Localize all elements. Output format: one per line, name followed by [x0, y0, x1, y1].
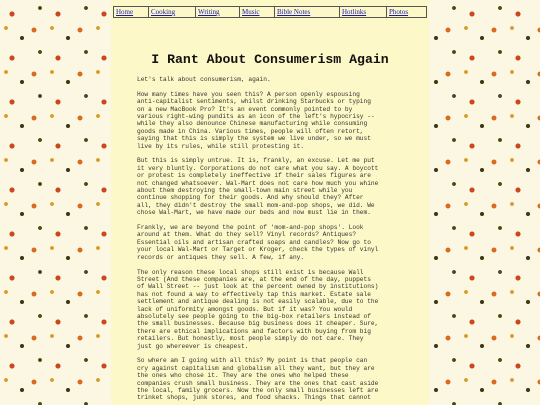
nav-link-cooking[interactable]: Cooking — [149, 7, 196, 17]
nav-link-hotlinks[interactable]: Hotlinks — [340, 7, 387, 17]
article-paragraph: So where am I going with all this? My point is that people can cry against capitalism and globalism all they want, but they are the ones who chose it. They are the ones who helped these companies crush small business. They are the ones that cast aside the local, family grocers. Now the only small businesses left are trinket shops, junk stores, and food shacks. Things that cannot — [137, 357, 379, 402]
article-paragraph: How many times have you seen this? A person openly espousing anti-capitalist sentiments, whilst drinking Starbucks or typing on a new MacBook Pro? It's an event commonly pointed to by various right-wing pundits as an icon of the left's hypocrisy -- while they also denounce Chinese manufacturing while consuming goods made in China. Various times, people will often retort, saying that this is simply the system we live under, so we must live by its rules, while still protesting it. — [137, 90, 375, 150]
article-paragraph: But this is simply untrue. It is, frankly, an excuse. Let me put it very bluntly. Corporations do not care what you say. A boycott or protest is completely ineffective if their sales figures are not changed whatsoever. Wal-Mart does not care how much you whine about them destroying the small-town main street while you continue shopping for their goods. And why should they? After all, they didn't destroy the small mom-and-pop shops, we did. We chose Wal-Mart, we have made our beds and now must lie in them. — [137, 157, 379, 217]
nav-link-home[interactable]: Home — [114, 7, 149, 17]
nav-link-music[interactable]: Music — [240, 7, 275, 17]
page-column — [111, 0, 429, 405]
article-paragraph: Let's talk about consumerism, again. — [137, 76, 271, 83]
nav-link-bible-notes[interactable]: Bible Notes — [275, 7, 340, 17]
nav-link-photos[interactable]: Photos — [389, 8, 409, 16]
article-paragraph: The only reason these local shops still exist is because Wall Street (And these companies are, at the end of the day, puppets of Wall Street -- just look at the percent owned by institutions) has not found a way to effectively tap this market. Estate sale settlement and antique dealing is not easily scalable, due to the lack of uniformity amongst goods. But if it was? You would absolutely see people going to the big-box retailers instead of the small businesses. Because big business does it cheaper. Sure, there are ethical implications and factors with buying from big retailers. But honestly, most people simply do not care. They just go whereever is cheapest. — [137, 268, 379, 350]
page-title: I Rant About Consumerism Again — [151, 52, 389, 67]
article-body — [137, 76, 407, 405]
article-paragraph: Frankly, we are beyond the point of 'mom-and-pop shops'. Look around at them. What do they sell? Vinyl records? Antiques? Essential oils and artisan crafted soaps and candles? Now go to your local Wal-Mart or Target or Kroger, check the types of vinyl records or antiques they sell. A few, if any. — [137, 224, 379, 261]
nav-link-writing[interactable]: Writing — [196, 7, 240, 17]
nav-bar — [113, 6, 427, 18]
